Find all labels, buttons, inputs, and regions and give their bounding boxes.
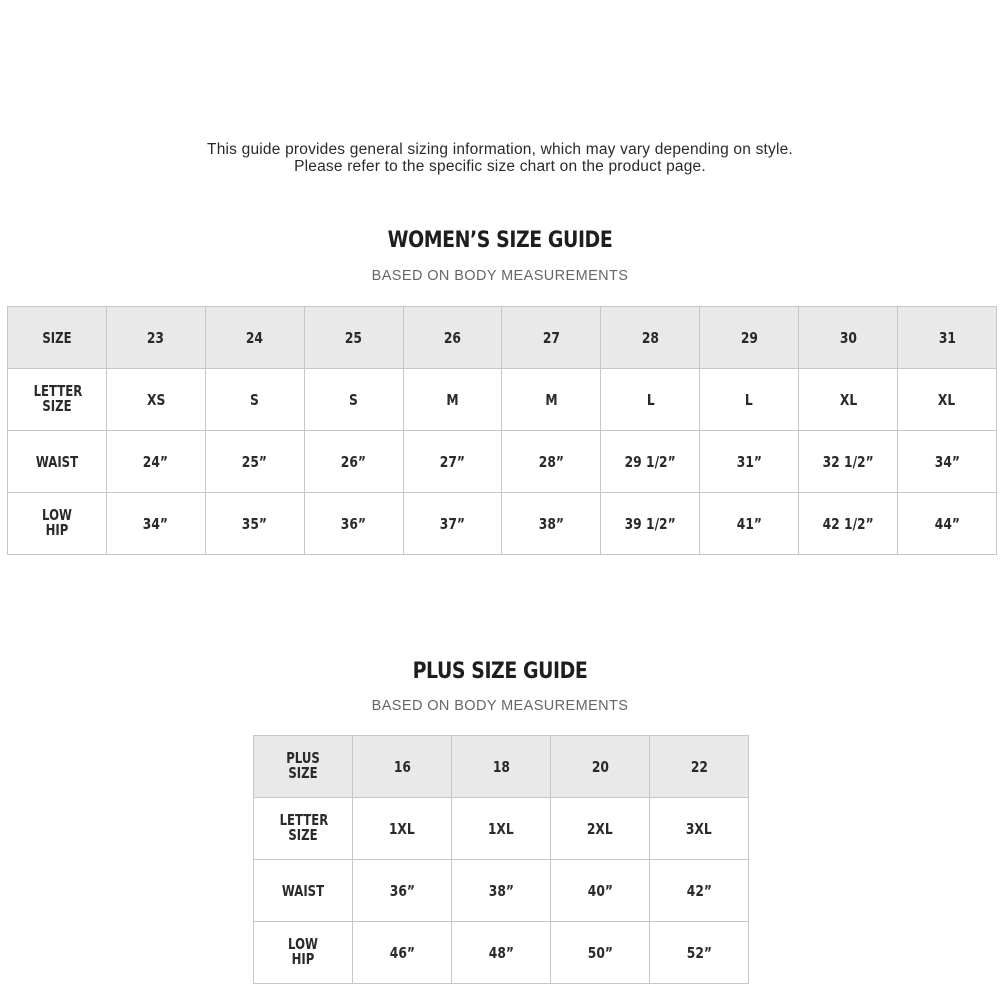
table-cell (601, 369, 700, 431)
table-row (254, 860, 749, 922)
cell-value: 37” (439, 514, 466, 533)
table-cell (898, 431, 997, 493)
row-label-cell (8, 307, 107, 369)
row-label: WAIST (35, 452, 79, 471)
table-cell (403, 493, 502, 555)
table-cell (700, 369, 799, 431)
table-cell (650, 798, 749, 860)
row-label-cell (254, 860, 353, 922)
table-row (254, 798, 749, 860)
table-cell (353, 860, 452, 922)
cell-value: 48” (488, 943, 514, 962)
plus-size-guide-subtitle: BASED ON BODY MEASUREMENTS (371, 698, 629, 714)
table-cell (551, 922, 650, 984)
cell-value: 36” (341, 514, 367, 533)
cell-value: 31 (938, 328, 956, 347)
cell-value: 29 1/2” (624, 452, 676, 471)
row-label: WAIST (281, 881, 325, 900)
table-cell (304, 369, 403, 431)
cell-value: 16 (393, 757, 411, 776)
cell-value: 38” (538, 514, 564, 533)
cell-value: 27 (542, 328, 560, 347)
table-cell (452, 798, 551, 860)
cell-value: 23 (147, 328, 165, 347)
intro-text (0, 141, 1000, 175)
row-label-cell (254, 922, 353, 984)
row-label: LOW HIP (41, 506, 72, 539)
table-cell (304, 493, 403, 555)
cell-value: 32 1/2” (822, 452, 874, 471)
row-label: LOW HIP (288, 935, 318, 968)
table-cell (403, 431, 502, 493)
table-cell (601, 493, 700, 555)
table-row (254, 736, 749, 798)
table-cell (502, 493, 601, 555)
table-cell (502, 431, 601, 493)
cell-value: 22 (690, 757, 708, 776)
cell-value: 1XL (488, 819, 514, 838)
table-cell (799, 493, 898, 555)
cell-value: 36” (389, 881, 415, 900)
table-cell (551, 736, 650, 798)
womens-size-guide-title: WOMEN’S SIZE GUIDE (387, 228, 613, 253)
cell-value: 44” (934, 514, 960, 533)
cell-value: S (250, 390, 260, 409)
table-cell (551, 860, 650, 922)
plus-size-guide-title: PLUS SIZE GUIDE (412, 659, 588, 684)
table-cell (403, 307, 502, 369)
table-row (8, 369, 997, 431)
table-cell (452, 860, 551, 922)
table-row (254, 922, 749, 984)
table-cell (650, 922, 749, 984)
cell-value: 42” (686, 881, 712, 900)
row-label: SIZE (42, 328, 72, 347)
table-cell (700, 431, 799, 493)
table-cell (106, 307, 205, 369)
cell-value: 18 (492, 757, 510, 776)
cell-value: XS (146, 390, 166, 409)
table-cell (205, 431, 304, 493)
womens-size-table (7, 306, 997, 555)
table-cell (353, 922, 452, 984)
cell-value: 40” (587, 881, 613, 900)
table-cell (106, 431, 205, 493)
cell-value: 24 (246, 328, 264, 347)
table-cell (601, 431, 700, 493)
cell-value: XL (938, 390, 956, 409)
cell-value: 34” (143, 514, 169, 533)
cell-value: 38” (488, 881, 514, 900)
cell-value: XL (839, 390, 857, 409)
cell-value: 42 1/2” (822, 514, 874, 533)
table-cell (898, 493, 997, 555)
plus-size-table (253, 735, 749, 984)
cell-value: S (349, 390, 359, 409)
cell-value: 26” (341, 452, 367, 471)
cell-value: 39 1/2” (624, 514, 676, 533)
table-cell (700, 307, 799, 369)
table-cell (304, 307, 403, 369)
table-cell (700, 493, 799, 555)
row-label-cell (254, 736, 353, 798)
table-cell (799, 369, 898, 431)
table-cell (403, 369, 502, 431)
cell-value: L (745, 390, 754, 409)
row-label: PLUS SIZE (286, 749, 320, 782)
cell-value: 27” (439, 452, 466, 471)
table-cell (452, 922, 551, 984)
table-cell (898, 369, 997, 431)
cell-value: M (446, 390, 459, 409)
cell-value: 28” (538, 452, 564, 471)
row-label-cell (8, 493, 107, 555)
table-cell (106, 369, 205, 431)
table-cell (205, 307, 304, 369)
table-cell (353, 736, 452, 798)
table-cell (304, 431, 403, 493)
cell-value: L (646, 390, 655, 409)
table-cell (898, 307, 997, 369)
table-cell (452, 736, 551, 798)
cell-value: 34” (934, 452, 960, 471)
cell-value: 1XL (389, 819, 415, 838)
table-cell (650, 736, 749, 798)
cell-value: 52” (686, 943, 712, 962)
cell-value: 3XL (686, 819, 712, 838)
table-cell (650, 860, 749, 922)
row-label: LETTER SIZE (33, 382, 83, 415)
table-cell (106, 493, 205, 555)
table-row (8, 307, 997, 369)
table-cell (502, 307, 601, 369)
table-row (8, 431, 997, 493)
table-cell (799, 431, 898, 493)
table-cell (353, 798, 452, 860)
cell-value: 20 (591, 757, 609, 776)
intro-line-1: This guide provides general sizing information, which may vary depending on style. (207, 141, 793, 158)
row-label-cell (254, 798, 353, 860)
cell-value: 26 (443, 328, 462, 347)
cell-value: 41” (736, 514, 762, 533)
cell-value: 25” (242, 452, 268, 471)
cell-value: 25 (345, 328, 363, 347)
womens-size-guide-subtitle: BASED ON BODY MEASUREMENTS (371, 268, 629, 284)
cell-value: 2XL (587, 819, 613, 838)
row-label-cell (8, 431, 107, 493)
table-row (8, 493, 997, 555)
table-cell (601, 307, 700, 369)
cell-value: 31” (736, 452, 762, 471)
table-cell (205, 369, 304, 431)
row-label: LETTER SIZE (279, 811, 329, 844)
table-cell (502, 369, 601, 431)
table-cell (799, 307, 898, 369)
cell-value: 28 (641, 328, 659, 347)
cell-value: 29 (740, 328, 758, 347)
table-cell (551, 798, 650, 860)
cell-value: 50” (587, 943, 613, 962)
table-cell (205, 493, 304, 555)
cell-value: 30 (839, 328, 857, 347)
cell-value: 35” (242, 514, 268, 533)
cell-value: 46” (389, 943, 415, 962)
cell-value: M (545, 390, 558, 409)
row-label-cell (8, 369, 107, 431)
cell-value: 24” (143, 452, 169, 471)
intro-line-2: Please refer to the specific size chart on the product page. (294, 158, 706, 175)
